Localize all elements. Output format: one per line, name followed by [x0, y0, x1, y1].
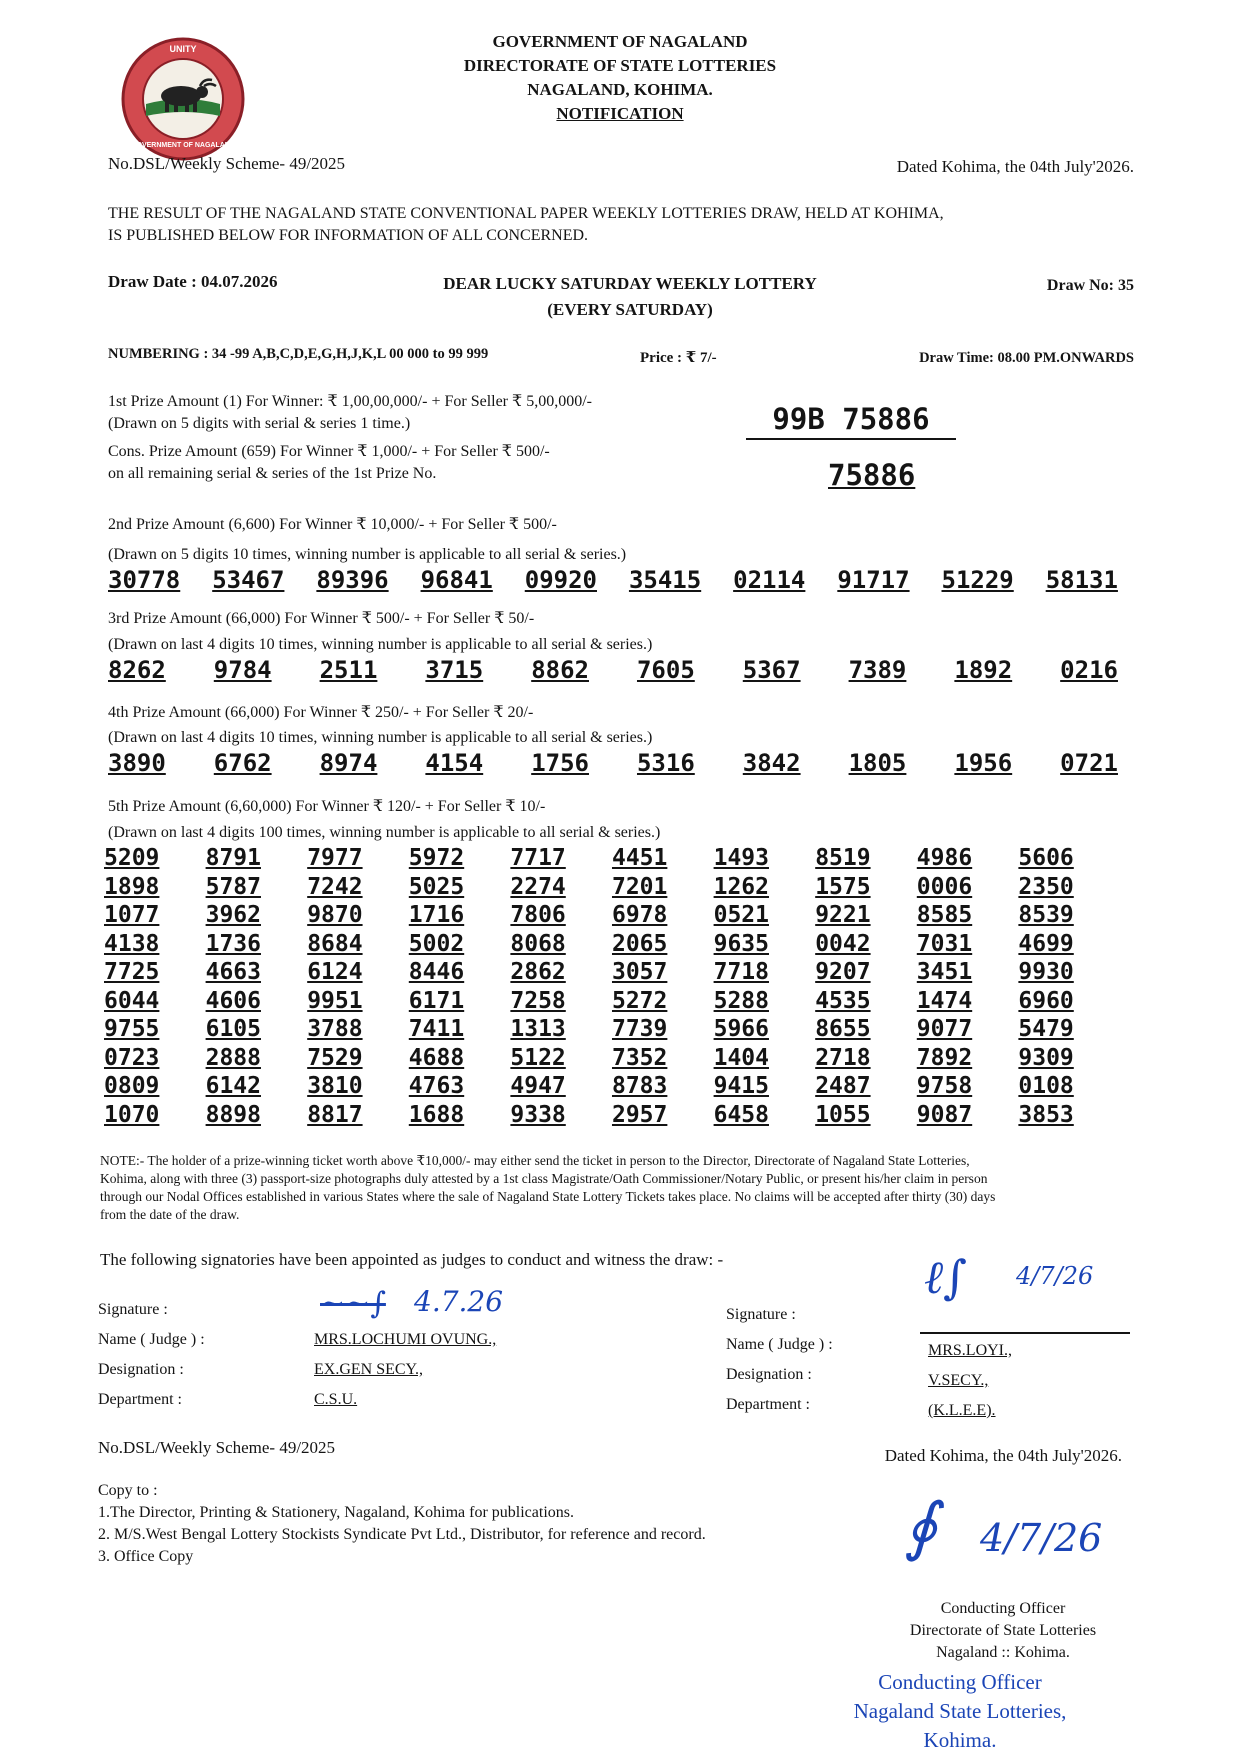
prize-number: 4986 [916, 845, 973, 871]
label-signature: Signature : [726, 1306, 796, 1323]
label-department: Department : [726, 1396, 810, 1413]
prize-number: 30778 [108, 566, 181, 594]
prize-number: 7605 [636, 656, 695, 684]
footer-ref-number: No.DSL/Weekly Scheme- 49/2025 [98, 1438, 336, 1457]
left-judge-department: C.S.U. [314, 1391, 358, 1408]
first-prize-line-2: (Drawn on 5 digits with serial & series 1 time.) [108, 415, 411, 432]
prize-number: 58131 [1045, 566, 1118, 594]
prize-number: 1736 [205, 930, 261, 957]
prize-number: 0108 [1018, 1073, 1074, 1099]
prize-number: 4688 [408, 1044, 465, 1071]
officer-directorate: Directorate of State Lotteries [909, 1622, 1097, 1639]
note-line: through our Nodal Offices established in various States where the sale of Nagaland State Lottery Tickets takes place. No claims will be accepted after thirty (30) days [100, 1189, 996, 1204]
fourth-prize-numbers [108, 749, 1118, 777]
seal-bottom-text: GOVERNMENT OF NAGALAND [131, 142, 235, 149]
prize-number: 9338 [510, 1101, 566, 1128]
first-prize-line-1: 1st Prize Amount (1) For Winner: ₹ 1,00,00,000/- + For Seller ₹ 5,00,000/- [108, 393, 592, 410]
header-notification: NOTIFICATION [556, 104, 684, 123]
prize-number: 0723 [104, 1044, 160, 1071]
signature-scribble-icon: ℓ∫ [924, 1250, 968, 1304]
prize-number: 4699 [1018, 930, 1074, 957]
prize-number: 7717 [510, 845, 566, 871]
prize-number: 7892 [916, 1044, 973, 1071]
footer-dated: Dated Kohima, the 04th July'2026. [884, 1446, 1122, 1465]
prize-number: 1493 [713, 845, 769, 871]
prize-number: 89396 [316, 566, 389, 594]
intro-line-2: IS PUBLISHED BELOW FOR INFORMATION OF ALL CONCERNED. [108, 227, 589, 244]
left-judge-designation: EX.GEN SECY., [314, 1361, 424, 1378]
prize-number: 8446 [408, 959, 465, 985]
prize-number: 3842 [742, 749, 801, 777]
prize-number: 9087 [916, 1101, 973, 1128]
stamp-line-3: Kohima. [923, 1728, 997, 1752]
prize-number: 9309 [1018, 1044, 1074, 1071]
draw-date: Draw Date : 04.07.2026 [108, 272, 278, 291]
prize-number: 3451 [916, 959, 973, 985]
prize-number: 5025 [408, 873, 465, 900]
prize-number: 6960 [1018, 987, 1074, 1014]
prize-number: 0721 [1060, 749, 1118, 777]
second-prize-numbers [108, 566, 1118, 594]
prize-number: 1313 [510, 1016, 566, 1042]
prize-number: 5787 [205, 873, 261, 900]
prize-number: 3853 [1018, 1101, 1074, 1128]
judges-intro: The following signatories have been appointed as judges to conduct and witness the draw: - [100, 1250, 724, 1269]
officer-block [800, 1598, 1170, 1664]
prize-number: 5606 [1018, 845, 1074, 871]
first-prize-number: 99B 75886 [746, 402, 956, 440]
label-designation: Designation : [98, 1361, 184, 1378]
cons-prize-line-1: Cons. Prize Amount (659) For Winner ₹ 1,000/- + For Seller ₹ 500/- [108, 443, 550, 460]
prize-number: 2274 [510, 873, 566, 900]
fifth-prize-line-2: (Drawn on last 4 digits 100 times, winning number is applicable to all serial & series.) [108, 824, 661, 841]
label-signature: Signature : [98, 1301, 168, 1318]
lottery-frequency: (EVERY SATURDAY) [547, 300, 713, 319]
prize-number: 1404 [713, 1044, 769, 1071]
prize-number: 7031 [916, 930, 973, 957]
right-judge-signature [920, 1240, 1130, 1334]
header-location: NAGALAND, KOHIMA. [527, 80, 713, 99]
left-signature-date: 4.7.26 [414, 1285, 504, 1318]
prize-number: 09920 [524, 566, 597, 594]
prize-number: 6044 [104, 987, 160, 1014]
prize-number: 1805 [848, 749, 907, 777]
officer-signature-date: 4/7/26 [980, 1516, 1103, 1560]
prize-number: 9221 [815, 902, 871, 928]
seal-top-text: UNITY [169, 44, 197, 54]
right-judge-labels [726, 1300, 833, 1420]
prize-number: 7977 [307, 845, 363, 871]
prize-number: 3962 [205, 902, 261, 928]
prize-number: 1716 [408, 902, 465, 928]
note-line: from the date of the draw. [100, 1207, 240, 1222]
left-judge-name: MRS.LOCHUMI OVUNG., [314, 1331, 497, 1348]
prize-number: 1070 [104, 1101, 160, 1128]
prize-number: 8974 [319, 749, 378, 777]
prize-number: 4606 [205, 987, 261, 1014]
prize-number: 6124 [307, 959, 363, 985]
prize-number: 91717 [837, 566, 910, 594]
prize-number: 6458 [713, 1101, 769, 1128]
prize-number: 4535 [815, 987, 871, 1014]
right-judge-values [928, 1336, 1012, 1426]
copy-to-label: Copy to : [98, 1482, 158, 1499]
prize-number: 7718 [713, 959, 769, 985]
prize-number: 9870 [307, 902, 363, 928]
cons-prize-number: 75886 [828, 458, 916, 492]
fourth-prize-line-2: (Drawn on last 4 digits 10 times, winning number is applicable to all serial & series.) [108, 729, 653, 746]
dated-line: Dated Kohima, the 04th July'2026. [896, 157, 1134, 176]
prize-number: 3890 [108, 749, 166, 777]
prize-number: 0521 [713, 902, 769, 928]
prize-number: 1077 [104, 902, 160, 928]
note-block [100, 1152, 1120, 1224]
left-judge-values [314, 1285, 504, 1415]
prize-number: 6978 [611, 902, 668, 928]
label-department: Department : [98, 1391, 182, 1408]
prize-number: 2862 [510, 959, 566, 985]
prize-number: 3715 [425, 656, 484, 684]
prize-number: 8519 [815, 845, 871, 871]
label-designation: Designation : [726, 1366, 812, 1383]
prize-number: 8817 [307, 1101, 363, 1128]
prize-number: 35415 [628, 566, 702, 594]
header-directorate: DIRECTORATE OF STATE LOTTERIES [463, 56, 777, 75]
prize-number: 4947 [510, 1073, 566, 1099]
prize-number: 2065 [611, 930, 668, 957]
prize-number: 0809 [104, 1073, 160, 1099]
right-judge-name: MRS.LOYI., [928, 1342, 1013, 1359]
prize-number: 6762 [213, 749, 272, 777]
prize-number: 6171 [408, 987, 465, 1014]
prize-number: 1892 [954, 656, 1013, 684]
third-prize-numbers [108, 656, 1118, 684]
prize-number: 8791 [205, 845, 261, 871]
prize-number: 5002 [408, 930, 465, 957]
prize-number: 4663 [205, 959, 261, 985]
officer-stamp [800, 1668, 1120, 1755]
prize-number: 7201 [611, 873, 668, 900]
prize-number: 5367 [742, 656, 801, 684]
label-name: Name ( Judge ) : [726, 1336, 833, 1353]
right-judge-department: (K.L.E.E). [928, 1402, 996, 1419]
prize-number: 1474 [916, 987, 973, 1014]
header-govt: GOVERNMENT OF NAGALAND [492, 32, 748, 51]
prize-number: 96841 [420, 566, 493, 594]
draw-number: Draw No: 35 [1046, 277, 1134, 294]
prize-number: 5972 [408, 845, 465, 871]
right-signature-date: 4/7/26 [1016, 1262, 1094, 1290]
left-judge-labels [98, 1295, 205, 1415]
stamp-line-2: Nagaland State Lotteries, [853, 1699, 1067, 1723]
prize-number: 8684 [307, 930, 363, 957]
price: Price : ₹ 7/- [640, 350, 717, 366]
prize-number: 02114 [733, 566, 806, 594]
prize-number: 4451 [611, 845, 668, 871]
draw-time: Draw Time: 08.00 PM.ONWARDS [919, 350, 1134, 366]
prize-number: 8783 [611, 1073, 668, 1099]
prize-number: 3810 [307, 1073, 363, 1099]
prize-number: 3788 [307, 1016, 363, 1042]
copy-item: 1.The Director, Printing & Stationery, Nagaland, Kohima for publications. [98, 1504, 574, 1521]
third-prize-line-1: 3rd Prize Amount (66,000) For Winner ₹ 500/- + For Seller ₹ 50/- [108, 610, 535, 627]
prize-number: 2957 [611, 1101, 668, 1128]
prize-number: 3057 [611, 959, 668, 985]
intro-line-1: THE RESULT OF THE NAGALAND STATE CONVENTIONAL PAPER WEEKLY LOTTERIES DRAW, HELD AT KOHIMA, [108, 205, 944, 222]
prize-number: 8585 [916, 902, 973, 928]
prize-number: 9415 [713, 1073, 769, 1099]
prize-number: 9755 [104, 1016, 160, 1042]
numbering: NUMBERING : 34 -99 A,B,C,D,E,G,H,J,K,L 00 000 to 99 999 [108, 346, 489, 362]
ref-number: No.DSL/Weekly Scheme- 49/2025 [108, 154, 346, 173]
prize-number: 7242 [307, 873, 363, 900]
prize-number: 5272 [611, 987, 668, 1014]
prize-number: 5288 [713, 987, 769, 1014]
copy-to-block [98, 1480, 706, 1568]
prize-number: 9784 [213, 656, 272, 684]
prize-number: 8862 [531, 656, 589, 684]
prize-number: 8539 [1018, 902, 1074, 928]
right-judge-designation: V.SECY., [928, 1372, 989, 1389]
prize-number: 1756 [531, 749, 589, 777]
prize-number: 7352 [611, 1044, 668, 1071]
prize-number: 0042 [815, 930, 871, 957]
prize-number: 53467 [212, 566, 285, 594]
prize-number: 5209 [104, 845, 160, 871]
prize-number: 9758 [916, 1073, 973, 1099]
lottery-name: DEAR LUCKY SATURDAY WEEKLY LOTTERY [443, 274, 817, 293]
prize-number: 7806 [510, 902, 566, 928]
prize-number: 9207 [815, 959, 871, 985]
prize-number: 2487 [815, 1073, 871, 1099]
officer-signature [900, 1480, 1130, 1590]
prize-number: 1898 [104, 873, 160, 900]
prize-number: 1262 [713, 873, 769, 900]
note-line: Kohima, along with three (3) passport-size photographs duly attested by a 1st class Magistrate/Oath Commissioner/Notary Public, or present his/her claim in person [100, 1171, 988, 1186]
third-prize-line-2: (Drawn on last 4 digits 10 times, winning number is applicable to all serial & series.) [108, 636, 653, 653]
officer-location: Nagaland :: Kohima. [936, 1644, 1070, 1661]
prize-number: 5479 [1018, 1016, 1074, 1042]
prize-number: 8898 [205, 1101, 261, 1128]
prize-number: 9635 [713, 930, 769, 957]
left-judge-signature [314, 1285, 504, 1325]
prize-number: 1688 [408, 1101, 465, 1128]
signature-scribble-icon: ∮ [904, 1490, 938, 1564]
prize-number: 4138 [104, 930, 160, 957]
prize-number: 6142 [205, 1073, 261, 1099]
prize-number: 5122 [510, 1044, 566, 1071]
prize-number: 9930 [1018, 959, 1074, 985]
officer-title: Conducting Officer [940, 1600, 1066, 1617]
note-line: NOTE:- The holder of a prize-winning ticket worth above ₹10,000/- may either send the ticket in person to the Director, Directorate of Nagaland State Lotteries, [100, 1153, 970, 1168]
prize-number: 4763 [408, 1073, 465, 1099]
prize-number: 8068 [510, 930, 566, 957]
prize-number: 51229 [941, 566, 1014, 594]
fifth-prize-numbers [104, 844, 1120, 1129]
prize-number: 1575 [815, 873, 871, 900]
fifth-prize-line-1: 5th Prize Amount (6,60,000) For Winner ₹ 120/- + For Seller ₹ 10/- [108, 798, 546, 815]
prize-number: 7725 [104, 959, 160, 985]
prize-number: 2888 [205, 1044, 261, 1071]
prize-number: 1956 [954, 749, 1013, 777]
prize-number: 0216 [1060, 656, 1118, 684]
prize-number: 1055 [815, 1101, 871, 1128]
prize-number: 7389 [848, 656, 907, 684]
stamp-line-1: Conducting Officer [878, 1670, 1042, 1694]
prize-number: 8655 [815, 1016, 871, 1042]
header-notification-wrap [0, 102, 1240, 126]
prize-number: 7411 [408, 1016, 465, 1042]
prize-number: 9077 [916, 1016, 973, 1042]
prize-number: 7739 [611, 1016, 668, 1042]
second-prize-line-2: (Drawn on 5 digits 10 times, winning number is applicable to all serial & series.) [108, 546, 627, 563]
prize-number: 2350 [1018, 873, 1074, 900]
second-prize-line-1: 2nd Prize Amount (6,600) For Winner ₹ 10,000/- + For Seller ₹ 500/- [108, 516, 557, 533]
prize-number: 2718 [815, 1044, 871, 1071]
fourth-prize-line-1: 4th Prize Amount (66,000) For Winner ₹ 250/- + For Seller ₹ 20/- [108, 704, 534, 721]
label-name: Name ( Judge ) : [98, 1331, 205, 1348]
prize-number: 6105 [205, 1016, 261, 1042]
prize-number: 2511 [319, 656, 378, 684]
copy-item: 3. Office Copy [98, 1548, 194, 1565]
prize-number: 9951 [307, 987, 363, 1014]
signature-scribble-icon: ~~∫ [320, 1286, 386, 1321]
prize-number: 0006 [916, 873, 973, 900]
prize-number: 5966 [713, 1016, 769, 1042]
prize-number: 7529 [307, 1044, 363, 1071]
prize-number: 7258 [510, 987, 566, 1014]
cons-prize-line-2: on all remaining serial & series of the 1st Prize No. [108, 465, 437, 482]
prize-number: 5316 [636, 749, 695, 777]
copy-item: 2. M/S.West Bengal Lottery Stockists Syndicate Pvt Ltd., Distributor, for reference and record. [98, 1526, 706, 1543]
prize-number: 4154 [425, 749, 484, 777]
prize-number: 8262 [108, 656, 166, 684]
